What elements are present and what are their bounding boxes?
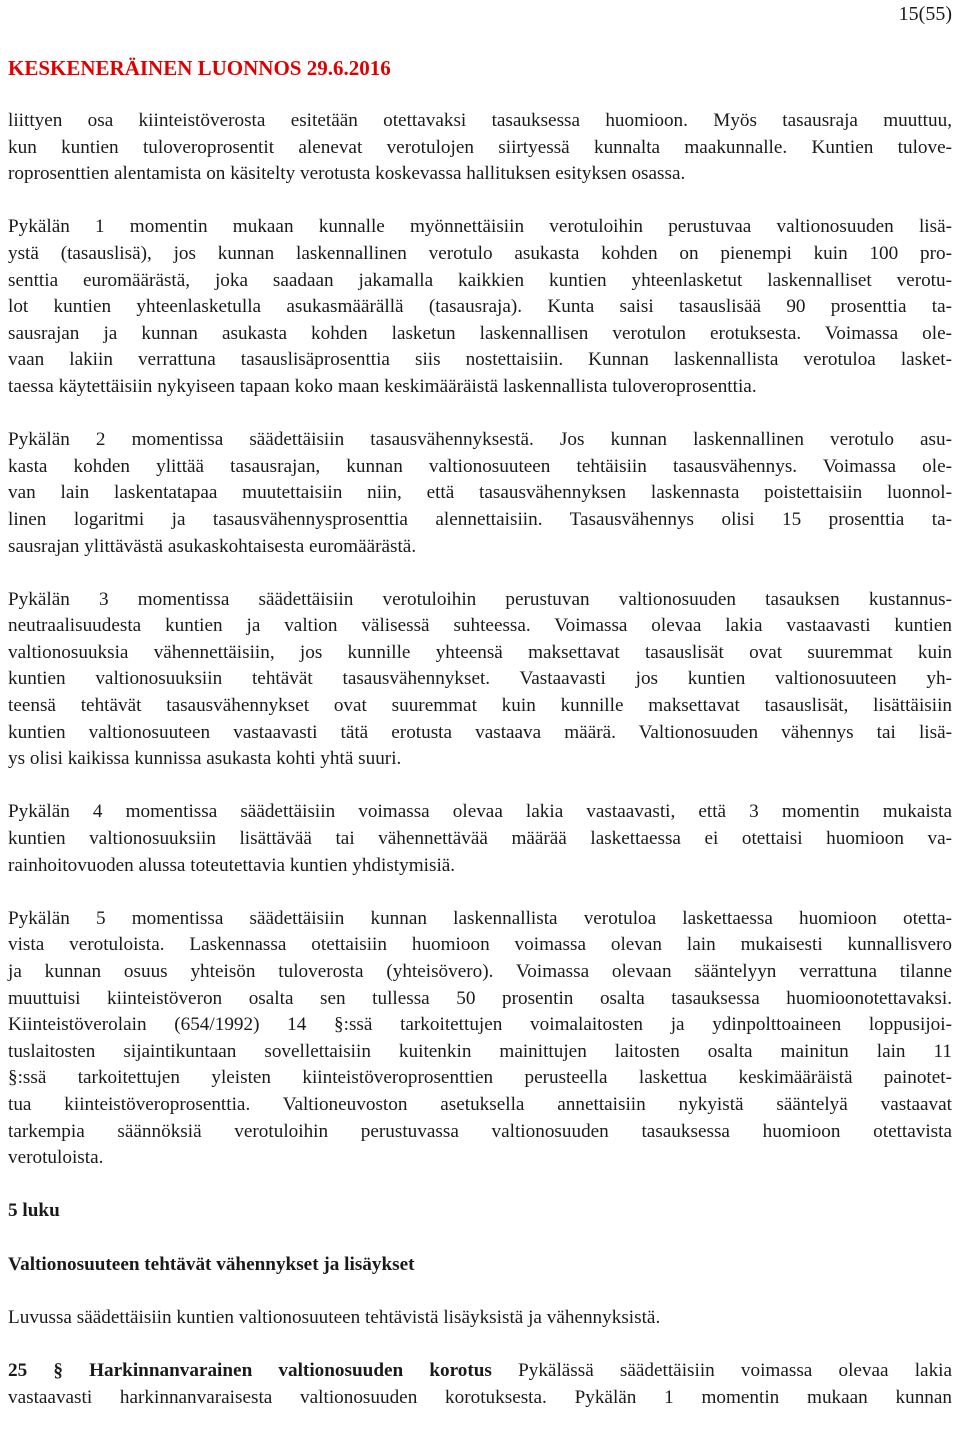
paragraph	[8, 427, 952, 560]
draft-label: KESKENERÄINEN LUONNOS 29.6.2016	[8, 56, 391, 80]
paragraph-line: teensä tehtävät tasausvähennykset ovat suuremmat kuin kunnille maksettavat tasauslisät, lisättäisiin	[8, 695, 952, 717]
paragraph-line: kuntien valtionosuuksiin tehtävät tasausvähennykset. Vastaavasti jos kuntien valtionosuuteen yh-	[8, 668, 952, 690]
chapter-title: Valtionosuuteen tehtävät vähennykset ja lisäykset	[8, 1253, 415, 1275]
paragraph	[8, 108, 952, 188]
paragraph-line: Pykälän 5 momentissa säädettäisiin kunnan laskennallista verotuloa laskettaessa huomioon otetta-	[8, 907, 952, 929]
paragraph	[8, 906, 952, 1172]
paragraph-line: taessa käytettäisiin nykyiseen tapaan koko maan keskimääräistä laskennallista tuloveroprosenttia.	[8, 375, 757, 397]
paragraph-line: tuslaitosten sijaintikuntaan sovellettaisiin kuitenkin mainittujen laitosten osalta mainitun lain 11	[8, 1040, 952, 1062]
paragraph-line: Pykälän 2 momentissa säädettäisiin tasausvähennyksestä. Jos kunnan laskennallinen verotulo asu-	[8, 429, 952, 451]
paragraph-line: muuttuisi kiinteistöveron osalta sen tullessa 50 prosentin osalta tasauksessa huomioonotettavaksi.	[8, 987, 952, 1009]
paragraph-line: roprosenttien alentamista on käsitelty verotusta koskevassa hallituksen esityksen osassa.	[8, 163, 686, 185]
page-number: 15(55)	[898, 3, 952, 25]
paragraph-line: senttia euromäärästä, joka saadaan jakamalla kaikkien kuntien yhteenlasketut laskennalliset verotu-	[8, 269, 952, 291]
paragraph-line: sausrajan ylittävästä asukaskohtaisesta euromäärästä.	[8, 535, 417, 557]
paragraphs-container	[8, 108, 952, 1172]
paragraph-line: tarkempia säännöksiä verotuloihin perustuvassa valtionosuuden tasauksessa huomioon otettavista	[8, 1120, 952, 1142]
paragraph-line: verotuloista.	[8, 1147, 104, 1169]
chapter-number: 5 luku	[8, 1200, 60, 1222]
section-25-line-2: vastaavasti harkinnanvaraisesta valtionosuuden korotuksesta. Pykälän 1 momentin mukaan kunnan	[8, 1386, 952, 1408]
paragraph	[8, 587, 952, 773]
paragraph-line: ys olisi kaikissa kunnissa asukasta kohti yhtä suuri.	[8, 748, 402, 770]
paragraph	[8, 214, 952, 400]
paragraph-line: vista verotuloista. Laskennassa otettaisiin huomioon voimassa olevan lain mukaisesti kunnallisvero	[8, 934, 952, 956]
paragraph-line: §:ssä tarkoitettujen yleisten kiinteistöveroprosenttien perusteella laskettua keskimääräistä painotet-	[8, 1067, 952, 1089]
section-25-heading: 25 § Harkinnanvarainen valtionosuuden korotus	[8, 1359, 492, 1381]
section-25-line-1	[8, 1358, 952, 1385]
chapter-intro: Luvussa säädettäisiin kuntien valtionosuuteen tehtävistä lisäyksistä ja vähennyksistä.	[8, 1306, 661, 1328]
paragraph	[8, 799, 952, 879]
paragraph-line: sausrajan ja kunnan asukasta kohden lasketun laskennallisen verotulon erotuksesta. Voimassa ole-	[8, 322, 952, 344]
paragraph-line: ystä (tasauslisä), jos kunnan laskennallinen verotulo asukasta kohden on pienempi kuin 100 pro-	[8, 242, 952, 264]
paragraph-line: kun kuntien tuloveroprosentit alenevat verotulojen siirtyessä kunnalta maakunnalle. Kuntien tulove-	[8, 136, 952, 158]
paragraph-line: Pykälän 1 momentin mukaan kunnalle myönnettäisiin verotuloihin perustuvaa valtionosuuden lisä-	[8, 216, 952, 238]
paragraph-line: liittyen osa kiinteistöverosta esitetään otettavaksi tasauksessa huomioon. Myös tasausraja muuttuu,	[8, 110, 952, 131]
paragraph-line: kuntien valtionosuuksiin lisättävää tai vähennettävää määrää laskettaessa ei otettaisi huomioon va-	[8, 828, 952, 850]
paragraph-line: valtionosuuksia vähennettäisiin, jos kunnille yhteensä maksettavat tasauslisät ovat suuremmat kuin	[8, 641, 952, 663]
paragraph-line: lot kuntien yhteenlasketulla asukasmäärällä (tasausraja). Kunta saisi tasauslisää 90 prosenttia ta-	[8, 296, 952, 318]
section-25-line-1-text: Pykälässä säädettäisiin voimassa olevaa lakia	[491, 1359, 953, 1381]
paragraph-line: kuntien valtionosuuteen vastaavasti tätä erotusta vastaava määrä. Valtionosuuden vähennys tai lisä-	[8, 721, 952, 743]
paragraph-line: ja kunnan osuus yhteisön tuloverosta (yhteisövero). Voimassa olevaan sääntelyyn verrattuna tilanne	[8, 961, 952, 982]
paragraph-line: linen logaritmi ja tasausvähennysprosenttia alennettaisiin. Tasausvähennys olisi 15 prosenttia ta-	[8, 508, 952, 530]
paragraph-line: rainhoitovuoden alussa toteutettavia kuntien yhdistymisiä.	[8, 854, 456, 876]
paragraph-line: Pykälän 4 momentissa säädettäisiin voimassa olevaa lakia vastaavasti, että 3 momentin mukaista	[8, 801, 952, 823]
paragraph-line: Pykälän 3 momentissa säädettäisiin verotuloihin perustuvan valtionosuuden tasauksen kustannus-	[8, 588, 952, 610]
document-body	[8, 108, 952, 1411]
paragraph-line: van lain laskentatapaa muutettaisiin niin, että tasausvähennyksen laskennasta poistettaisiin luonnol-	[8, 482, 952, 504]
paragraph-line: tua kiinteistöveroprosenttia. Valtioneuvoston asetuksella annettaisiin nykyistä sääntelyä vastaavat	[8, 1093, 952, 1115]
paragraph-line: neutraalisuudesta kuntien ja valtion välisessä suhteessa. Voimassa olevaa lakia vastaavasti kuntien	[8, 615, 952, 637]
paragraph-line: Kiinteistöverolain (654/1992) 14 §:ssä tarkoitettujen voimalaitosten ja ydinpolttoaineen loppusijoi-	[8, 1014, 952, 1036]
paragraph-line: vaan lakiin verrattuna tasauslisäprosenttia siis nostettaisiin. Kunnan laskennallista verotuloa lasket-	[8, 349, 952, 371]
paragraph-line: kasta kohden ylittää tasausrajan, kunnan valtionosuuteen tehtäisiin tasausvähennys. Voimassa ole-	[8, 455, 952, 477]
